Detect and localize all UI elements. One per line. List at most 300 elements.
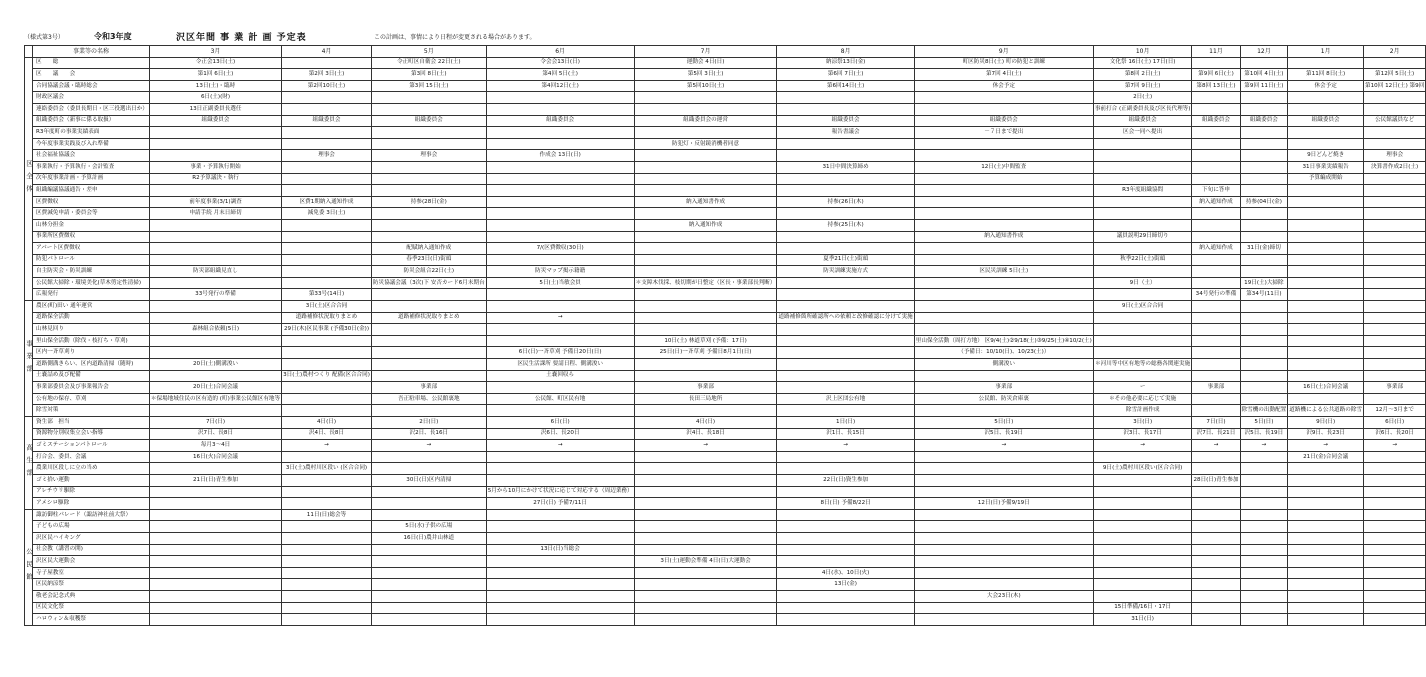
- month-cell: R3年度組織協問: [1093, 185, 1192, 197]
- month-cell: [634, 532, 777, 544]
- month-cell: [1364, 590, 1426, 602]
- month-cell: [914, 185, 1093, 197]
- month-cell: [777, 405, 914, 417]
- month-cell: →: [1192, 440, 1240, 452]
- schedule-row: [25, 440, 1426, 452]
- month-cell: [914, 289, 1093, 301]
- month-cell: [1240, 266, 1288, 278]
- event-name: 資生部 担当: [33, 417, 150, 429]
- month-cell: [1364, 451, 1426, 463]
- month-cell: [634, 359, 777, 371]
- month-cell: [1192, 127, 1240, 139]
- month-cell: 9日(土)区合合同: [1093, 301, 1192, 313]
- schedule-row: [25, 393, 1426, 405]
- event-name: 諏訪御柱パレード（諏訪神社前大祭）: [33, 509, 150, 521]
- month-cell: [1240, 92, 1288, 104]
- month-cell: [371, 138, 486, 150]
- month-cell: [1192, 393, 1240, 405]
- month-cell: [1240, 579, 1288, 591]
- month-cell: [1364, 370, 1426, 382]
- month-cell: 納涼祭13日(金): [777, 57, 914, 69]
- month-cell: [149, 277, 281, 289]
- month-cell: 31日中間決算締め: [777, 161, 914, 173]
- month-cell: 道路補修状況取りまとめ: [371, 312, 486, 324]
- month-cell: [1192, 521, 1240, 533]
- month-cell: [149, 347, 281, 359]
- month-cell: [371, 509, 486, 521]
- month-cell: [777, 335, 914, 347]
- month-cell: [371, 231, 486, 243]
- month-cell: [1093, 567, 1192, 579]
- month-cell: 5日(土)当敏会員: [486, 277, 634, 289]
- month-cell: [1240, 335, 1288, 347]
- month-cell: 納入通知書作成: [634, 196, 777, 208]
- month-cell: [634, 185, 777, 197]
- month-cell: 申請手続 月末日締切: [149, 208, 281, 220]
- month-cell: [282, 521, 372, 533]
- month-cell: 16日(日)農井山林道: [371, 532, 486, 544]
- month-cell: [777, 103, 914, 115]
- schedule-row: [25, 196, 1426, 208]
- month-cell: 第6回 7日(土): [777, 69, 914, 81]
- month-cell: [1364, 556, 1426, 568]
- month-cell: [1288, 127, 1364, 139]
- month-cell: [1093, 532, 1192, 544]
- month-cell: [1093, 556, 1192, 568]
- month-cell: [486, 451, 634, 463]
- event-name: 農区(町)田い 通年運営: [33, 301, 150, 313]
- month-cell: [914, 243, 1093, 255]
- month-cell: 減免委 3日(土): [282, 208, 372, 220]
- schedule-row: [25, 614, 1426, 626]
- month-cell: 第8回 2日(土): [1093, 69, 1192, 81]
- month-cell: 組織委員会の運営: [634, 115, 777, 127]
- month-cell: 5日(水)子供の広場: [371, 521, 486, 533]
- month-cell: [1288, 231, 1364, 243]
- month-cell: [777, 208, 914, 220]
- month-cell: 防犯灯・反射鏡消機者同意: [634, 138, 777, 150]
- month-cell: [1240, 544, 1288, 556]
- month-cell: 組織委員会: [914, 115, 1093, 127]
- month-cell: 理事会: [1364, 150, 1426, 162]
- month-cell: 納入通知作成: [1192, 196, 1240, 208]
- month-cell: [1240, 370, 1288, 382]
- month-cell: [1093, 173, 1192, 185]
- month-cell: [1240, 451, 1288, 463]
- month-cell: 沢7日、長21日: [1192, 428, 1240, 440]
- month-cell: 31日(金)締切: [1240, 243, 1288, 255]
- month-cell: [149, 521, 281, 533]
- month-cell: [1364, 231, 1426, 243]
- month-cell: 12日(土)中間監査: [914, 161, 1093, 173]
- month-cell: [1288, 556, 1364, 568]
- month-cell: 公民館議員など: [1364, 115, 1426, 127]
- month-cell: [914, 405, 1093, 417]
- month-cell: [1240, 474, 1288, 486]
- month-cell: [282, 243, 372, 255]
- month-cell: 第5回10日(土): [634, 80, 777, 92]
- month-cell: [1288, 359, 1364, 371]
- month-cell: [1192, 231, 1240, 243]
- month-cell: [1364, 301, 1426, 313]
- schedule-row: [25, 463, 1426, 475]
- month-cell: [634, 463, 777, 475]
- month-cell: [1364, 521, 1426, 533]
- month-cell: [486, 579, 634, 591]
- month-cell: [371, 127, 486, 139]
- schedule-row: [25, 231, 1426, 243]
- month-cell: [1093, 474, 1192, 486]
- month-cell: [371, 359, 486, 371]
- schedule-row: [25, 509, 1426, 521]
- schedule-row: [25, 590, 1426, 602]
- schedule-row: [25, 486, 1426, 498]
- month-cell: [914, 277, 1093, 289]
- month-cell: ー: [1093, 382, 1192, 394]
- month-header: 2月: [1364, 46, 1426, 58]
- event-name: 区費減免申請・委員会等: [33, 208, 150, 220]
- month-cell: 沢6日、長20日: [1364, 428, 1426, 440]
- month-cell: 公民館、町区民有地: [486, 393, 634, 405]
- month-cell: [1288, 92, 1364, 104]
- month-cell: [282, 474, 372, 486]
- month-cell: [777, 150, 914, 162]
- month-cell: ＊支障木伐採、枝切期が日整定（区長・事業部長判断）: [634, 277, 777, 289]
- month-cell: [914, 312, 1093, 324]
- month-cell: 組織委員会: [1093, 115, 1192, 127]
- month-cell: [1093, 243, 1192, 255]
- month-cell: 3日(土)農村つくり 配備(区合合同): [282, 370, 372, 382]
- month-cell: [914, 196, 1093, 208]
- month-cell: [914, 556, 1093, 568]
- month-cell: 沢5日、長19日: [914, 428, 1093, 440]
- schedule-row: [25, 382, 1426, 394]
- month-cell: [486, 231, 634, 243]
- month-cell: 20日(土)側溝浚い: [149, 359, 281, 371]
- month-cell: 6日(日): [486, 417, 634, 429]
- month-cell: [634, 161, 777, 173]
- month-cell: [1364, 324, 1426, 336]
- schedule-row: [25, 405, 1426, 417]
- month-cell: [1192, 254, 1240, 266]
- month-cell: [371, 544, 486, 556]
- month-cell: 第5回 3日(土): [634, 69, 777, 81]
- month-cell: [149, 556, 281, 568]
- month-cell: [486, 532, 634, 544]
- month-cell: 第33号(14日): [282, 289, 372, 301]
- month-cell: [371, 173, 486, 185]
- month-cell: 令正町区自衛会 22日(土): [371, 57, 486, 69]
- month-cell: [1364, 486, 1426, 498]
- month-cell: [1240, 382, 1288, 394]
- month-cell: [371, 161, 486, 173]
- month-cell: 事業部: [1364, 382, 1426, 394]
- month-cell: [282, 451, 372, 463]
- month-cell: [1240, 208, 1288, 220]
- month-cell: [1240, 185, 1288, 197]
- month-cell: 25日(日)一斉草刈 予備日8月1日(日): [634, 347, 777, 359]
- month-cell: 区民生活課所 要請日程、側溝浚い: [486, 359, 634, 371]
- month-cell: 納入通知書作成: [914, 231, 1093, 243]
- month-cell: [1288, 324, 1364, 336]
- month-cell: [282, 614, 372, 626]
- schedule-note: この計画は、事情により日程が変更される場合があります。: [374, 34, 536, 41]
- month-cell: [1288, 254, 1364, 266]
- month-cell: [1240, 57, 1288, 69]
- month-cell: [1288, 590, 1364, 602]
- month-cell: [1192, 138, 1240, 150]
- month-cell: [634, 266, 777, 278]
- month-cell: [486, 590, 634, 602]
- month-cell: [1288, 138, 1364, 150]
- month-cell: [1240, 602, 1288, 614]
- month-cell: 6日(土)(財): [149, 92, 281, 104]
- month-cell: [1093, 150, 1192, 162]
- month-cell: [1240, 127, 1288, 139]
- month-cell: [914, 219, 1093, 231]
- month-cell: [1240, 138, 1288, 150]
- month-cell: [634, 579, 777, 591]
- event-name: 寺子屋教室: [33, 567, 150, 579]
- month-cell: [1364, 532, 1426, 544]
- month-cell: [371, 486, 486, 498]
- month-cell: [914, 521, 1093, 533]
- month-cell: [282, 231, 372, 243]
- schedule-row: [25, 161, 1426, 173]
- month-cell: 34号発行の準備: [1192, 289, 1240, 301]
- event-name: 区民納涼祭: [33, 579, 150, 591]
- month-cell: [149, 370, 281, 382]
- month-cell: [1288, 474, 1364, 486]
- month-cell: [1240, 347, 1288, 359]
- month-header: 12月: [1240, 46, 1288, 58]
- month-cell: [1192, 219, 1240, 231]
- month-cell: [149, 127, 281, 139]
- section-corner-cell: [25, 46, 33, 58]
- month-cell: [1240, 498, 1288, 510]
- month-cell: [1240, 567, 1288, 579]
- month-cell: [1093, 208, 1192, 220]
- month-cell: [486, 103, 634, 115]
- month-cell: 13日(土)・臨時: [149, 80, 281, 92]
- schedule-row: [25, 150, 1426, 162]
- month-cell: 除雪機の出動配置: [1240, 405, 1288, 417]
- event-name: アパート区費徴収: [33, 243, 150, 255]
- month-cell: 9日どんど焼き: [1288, 150, 1364, 162]
- month-cell: 1日(日): [777, 417, 914, 429]
- month-cell: [282, 382, 372, 394]
- schedule-row: [25, 103, 1426, 115]
- month-cell: 3日(土)農村川区段い (区合合同): [282, 463, 372, 475]
- month-cell: [1364, 335, 1426, 347]
- month-cell: [282, 486, 372, 498]
- month-cell: 第3回 15日(土): [371, 80, 486, 92]
- month-cell: [1288, 532, 1364, 544]
- month-cell: [1192, 92, 1240, 104]
- month-cell: 13日(金): [777, 579, 914, 591]
- event-name: 区 議 会: [33, 69, 150, 81]
- event-name: ハロウィン＆収穫祭: [33, 614, 150, 626]
- month-cell: [634, 602, 777, 614]
- month-cell: [914, 579, 1093, 591]
- event-name: 沢区民ハイキング: [33, 532, 150, 544]
- month-cell: [914, 463, 1093, 475]
- month-cell: [371, 289, 486, 301]
- month-cell: [282, 556, 372, 568]
- month-cell: [777, 486, 914, 498]
- month-cell: [149, 335, 281, 347]
- month-cell: 11日(日)総会等: [282, 509, 372, 521]
- month-cell: 第10回 4日(土): [1240, 69, 1288, 81]
- month-cell: [486, 567, 634, 579]
- month-cell: [914, 370, 1093, 382]
- month-cell: [486, 324, 634, 336]
- month-cell: [371, 463, 486, 475]
- month-cell: [1364, 103, 1426, 115]
- month-cell: [149, 486, 281, 498]
- month-cell: 土嚢回収ら: [486, 370, 634, 382]
- month-cell: [914, 474, 1093, 486]
- month-cell: [1093, 486, 1192, 498]
- month-header: 7月: [634, 46, 777, 58]
- month-cell: [1288, 347, 1364, 359]
- month-cell: [282, 57, 372, 69]
- month-cell: 第1回 6日(土): [149, 69, 281, 81]
- event-name: 道路側溝きらい、区内道路清掃（随時): [33, 359, 150, 371]
- month-cell: 4日(水)、10日(火): [777, 567, 914, 579]
- month-cell: 沢9日、長23日: [1288, 428, 1364, 440]
- month-cell: [149, 579, 281, 591]
- month-cell: [1192, 324, 1240, 336]
- month-cell: 議員説明29日締切り: [1093, 231, 1192, 243]
- month-cell: [1364, 359, 1426, 371]
- month-cell: [634, 208, 777, 220]
- month-cell: [634, 614, 777, 626]
- month-cell: 防災訓練実施方式: [777, 266, 914, 278]
- event-name: 広報発行: [33, 289, 150, 301]
- month-cell: [486, 219, 634, 231]
- month-cell: [486, 405, 634, 417]
- month-cell: [1192, 451, 1240, 463]
- month-cell: [1288, 335, 1364, 347]
- month-cell: [149, 405, 281, 417]
- schedule-row: [25, 579, 1426, 591]
- month-cell: [149, 243, 281, 255]
- event-name: 農業川区段しに立の当め: [33, 463, 150, 475]
- month-cell: [1240, 150, 1288, 162]
- month-cell: 理事会: [371, 150, 486, 162]
- event-name: 公民館大掃除・環境美化(草木剪定性清掃): [33, 277, 150, 289]
- month-cell: 22日(日)資生参加: [777, 474, 914, 486]
- event-name: 社会教（講習の開): [33, 544, 150, 556]
- event-name: 社会福祉協議会: [33, 150, 150, 162]
- month-cell: 組織委員会: [1192, 115, 1240, 127]
- month-cell: [1364, 208, 1426, 220]
- month-cell: [371, 614, 486, 626]
- month-cell: [777, 301, 914, 313]
- month-cell: 決算書作成2日(土): [1364, 161, 1426, 173]
- schedule-row: [25, 57, 1426, 69]
- month-cell: [634, 103, 777, 115]
- month-cell: [1192, 161, 1240, 173]
- month-cell: [777, 521, 914, 533]
- month-cell: 配賦納入通知作成: [371, 243, 486, 255]
- month-cell: [1288, 579, 1364, 591]
- month-cell: [1364, 463, 1426, 475]
- name-column-header: 事業等の名称: [33, 46, 150, 58]
- month-cell: [1364, 614, 1426, 626]
- month-cell: 大会23日(木): [914, 590, 1093, 602]
- month-cell: [914, 301, 1093, 313]
- month-cell: 第2回 3日(土): [282, 69, 372, 81]
- month-cell: [1192, 556, 1240, 568]
- month-cell: [1288, 103, 1364, 115]
- month-cell: [1364, 347, 1426, 359]
- month-cell: 第4回 5日(土): [486, 69, 634, 81]
- month-cell: [777, 590, 914, 602]
- month-cell: [634, 509, 777, 521]
- month-cell: [1240, 161, 1288, 173]
- month-cell: [914, 451, 1093, 463]
- month-cell: [486, 138, 634, 150]
- month-cell: [1364, 173, 1426, 185]
- month-cell: 3日(土)区合合同: [282, 301, 372, 313]
- event-name: 合同協議会議・臨時総会: [33, 80, 150, 92]
- month-cell: 13日(日)当総会: [486, 544, 634, 556]
- month-cell: [1288, 57, 1364, 69]
- month-cell: [1192, 335, 1240, 347]
- month-cell: [777, 382, 914, 394]
- month-cell: 報告書議会: [777, 127, 914, 139]
- month-cell: [914, 254, 1093, 266]
- month-cell: [486, 127, 634, 139]
- month-cell: 7日(日): [1192, 417, 1240, 429]
- schedule-row: [25, 301, 1426, 313]
- month-cell: [486, 335, 634, 347]
- event-name: 土嚢詰め及び配備: [33, 370, 150, 382]
- month-cell: [1192, 103, 1240, 115]
- month-cell: [1364, 393, 1426, 405]
- month-cell: [1288, 370, 1364, 382]
- month-cell: [634, 301, 777, 313]
- month-cell: [1093, 324, 1192, 336]
- month-cell: [1192, 486, 1240, 498]
- month-cell: [777, 370, 914, 382]
- month-cell: [282, 103, 372, 115]
- month-cell: [149, 301, 281, 313]
- month-cell: 12日(日)予備9/19日: [914, 498, 1093, 510]
- month-cell: 持参(26日(木): [777, 196, 914, 208]
- month-cell: [634, 498, 777, 510]
- month-cell: 組織委員会: [282, 115, 372, 127]
- month-cell: [1364, 509, 1426, 521]
- event-name: 区費徴収: [33, 196, 150, 208]
- month-cell: [149, 614, 281, 626]
- month-cell: 事前打合 (正副委員長及び区長代理等): [1093, 103, 1192, 115]
- month-cell: 第6回14日(土): [777, 80, 914, 92]
- month-cell: [371, 590, 486, 602]
- month-cell: [634, 254, 777, 266]
- month-cell: [1364, 602, 1426, 614]
- month-cell: [1240, 312, 1288, 324]
- month-cell: [371, 405, 486, 417]
- schedule-row: [25, 277, 1426, 289]
- month-cell: [1288, 521, 1364, 533]
- month-cell: [1240, 532, 1288, 544]
- month-cell: 春季23日(日)街頭: [371, 254, 486, 266]
- event-name: ゴミステーションパトロール: [33, 440, 150, 452]
- month-cell: [282, 579, 372, 591]
